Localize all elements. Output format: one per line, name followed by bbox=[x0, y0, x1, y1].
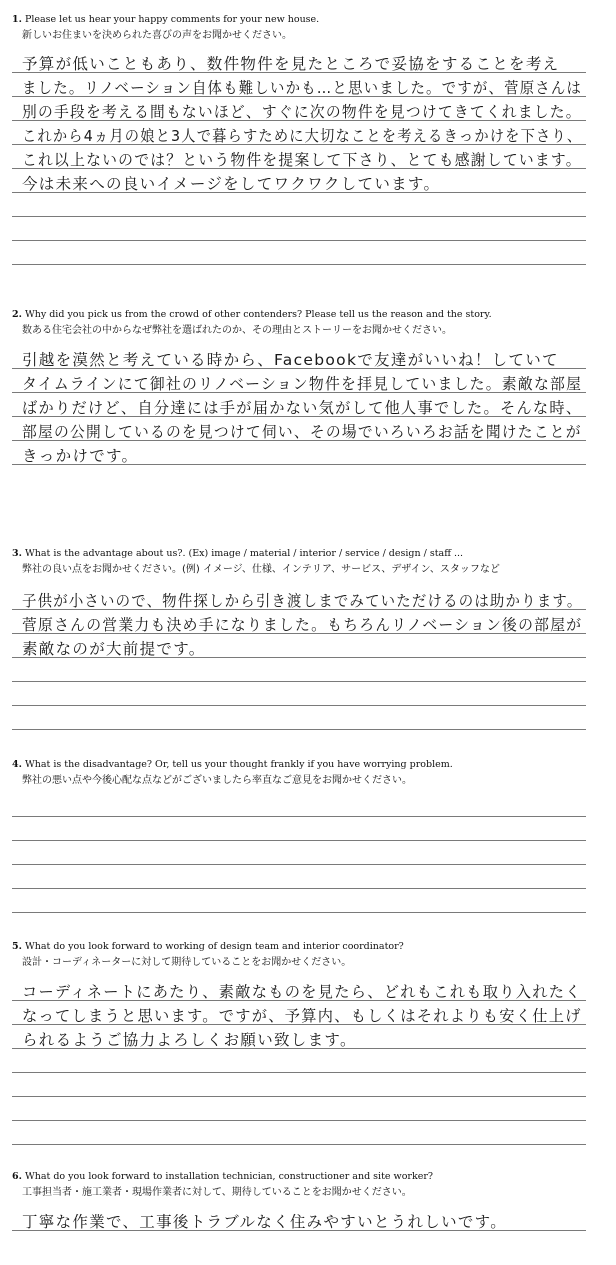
question-3-english: 3. What is the advantage about us?. (Ex) image / material / interior / service / design / staff ... bbox=[12, 548, 464, 559]
answer-2-line-1: 引越を漠然と考えている時から、Facebookで友達がいいね！していて bbox=[22, 351, 559, 369]
answer-6-line-1: 丁寧な作業で、工事後トラブルなく住みやすいとうれしいです。 bbox=[22, 1213, 508, 1231]
question-1-japanese: 新しいお住まいを決められた喜びの声をお聞かせください。 bbox=[22, 30, 292, 41]
question-6 bbox=[12, 1171, 588, 1200]
question-2 bbox=[12, 309, 588, 338]
question-3-japanese: 弊社の良い点をお聞かせください。(例) イメージ、仕様、インテリア、サービス、デザイン、スタッフなど bbox=[22, 564, 500, 575]
question-4 bbox=[12, 759, 588, 788]
answer-5-line-3: られるようご協力よろしくお願い致します。 bbox=[22, 1031, 357, 1049]
answer-1-line-1: 予算が低いこともあり、数件物件を見たところで妥協をすることを考え bbox=[22, 55, 560, 73]
question-1-english: 1. Please let us hear your happy comments for your new house. bbox=[12, 14, 320, 25]
question-5-japanese: 設計・コーディネーターに対して期待していることをお聞かせください。 bbox=[22, 957, 352, 968]
answer-2-line-2: タイムラインにて御社のリノベーション物件を拝見していました。素敵な部屋 bbox=[22, 375, 583, 393]
answer-3-line-2: 菅原さんの営業力も決め手になりました。もちろんリノベーション後の部屋が bbox=[22, 616, 583, 634]
question-4-japanese: 弊社の悪い点や今後心配な点などがございましたら率直なご意見をお聞かせください。 bbox=[22, 775, 412, 786]
answer-3-line-1: 子供が小さいので、物件探しから引き渡しまでみていただけるのは助かります。 bbox=[22, 592, 583, 610]
question-4-english: 4. What is the disadvantage? Or, tell us your thought frankly if you have worrying problem. bbox=[12, 759, 453, 770]
answer-5-line-1: コーディネートにあたり、素敵なものを見たら、どれもこれも取り入れたく bbox=[22, 983, 582, 1001]
answer-1-line-3: 別の手段を考える間もないほど、すぐに次の物件を見つけてきてくれました。 bbox=[22, 103, 582, 121]
answer-2-line-4: 部屋の公開しているのを見つけて伺い、その場でいろいろお話を聞けたことが bbox=[22, 423, 582, 441]
question-1 bbox=[12, 14, 588, 43]
answer-2-line-3: ばかりだけど、自分達には手が届かない気がして他人事でした。そんな時、 bbox=[22, 399, 583, 417]
question-2-japanese: 数ある住宅会社の中からなぜ弊社を選ばれたのか、その理由とストーリーをお聞かせください。 bbox=[22, 325, 452, 336]
question-3 bbox=[12, 548, 588, 577]
answer-1-line-4: これから4ヵ月の娘と3人で暮らすために大切なことを考えるきっかけを下さり、 bbox=[22, 127, 583, 145]
answer-5-line-2: なってしまうと思います。ですが、予算内、もしくはそれよりも安く仕上げ bbox=[22, 1007, 582, 1025]
question-5 bbox=[12, 941, 588, 970]
question-2-english: 2. Why did you pick us from the crowd of other contenders? Please tell us the reason and the story. bbox=[12, 309, 492, 320]
answer-1-line-2: ました。リノベーション自体も難しいかも…と思いました。ですが、菅原さんは bbox=[22, 79, 583, 97]
answer-3-line-3: 素敵なのが大前提です。 bbox=[22, 640, 206, 658]
answer-1-line-6: 今は未来への良いイメージをしてワクワクしています。 bbox=[22, 175, 441, 193]
question-6-english: 6. What do you look forward to installation technician, constructioner and site worker? bbox=[12, 1171, 433, 1182]
answer-2-line-5: きっかけです。 bbox=[22, 447, 139, 465]
question-6-japanese: 工事担当者・施工業者・現場作業者に対して、期待していることをお聞かせください。 bbox=[22, 1187, 412, 1198]
question-5-english: 5. What do you look forward to working of design team and interior coordinator? bbox=[12, 941, 404, 952]
answer-1-line-5: これ以上ないのでは？という物件を提案して下さり、とても感謝しています。 bbox=[22, 151, 582, 169]
